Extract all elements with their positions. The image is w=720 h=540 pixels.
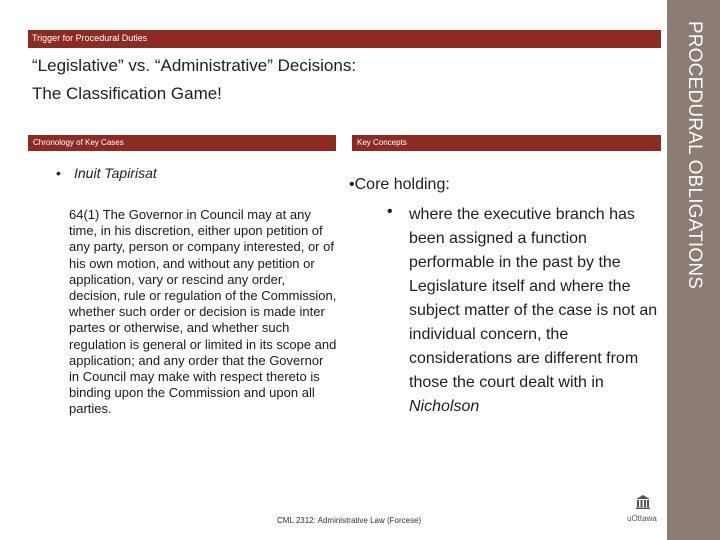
sidebar-title: PROCEDURAL OBLIGATIONS (684, 20, 705, 290)
slide-title-line-1: “Legislative” vs. “Administrative” Decisions: (32, 56, 357, 75)
building-icon (635, 494, 651, 510)
slide-title-line-2: The Classification Game! (32, 84, 222, 103)
left-section-bar (28, 135, 336, 151)
slide-title (32, 52, 356, 108)
header-bar (28, 30, 661, 48)
breadcrumb: Trigger for Procedural Duties (32, 33, 148, 43)
right-section-label: Key Concepts (357, 138, 407, 147)
holding-body: where the executive branch has been assigned a function performable in the past by the Legislature itself and where the subject matter of the case is not an individual concern, the considerations are different from those the court dealt with in (409, 206, 658, 391)
holding-bullet-dot: • (387, 203, 393, 220)
holding-text (409, 203, 669, 419)
core-holding: •Core holding: (349, 176, 450, 193)
footer-course: CML 2312: Administrative Law (Forcese) (277, 516, 422, 525)
right-section-bar (352, 135, 661, 151)
logo-wordmark: uOttawa (627, 514, 657, 523)
university-logo (627, 494, 657, 530)
holding-case: Nicholson (409, 398, 480, 415)
core-holding-label: Core holding: (354, 176, 450, 193)
left-section-label: Chronology of Key Cases (33, 138, 124, 147)
bullet-dot: • (56, 165, 61, 181)
case-bullet (56, 165, 157, 181)
statute-text: 64(1) The Governor in Council may at any time, in his discretion, either upon petition of any party, person or company interested, or of his own motion, and without any petition or application, vary or rescind any order, decision, rule or regulation of the Commission, whether such order or decision is made inter partes or otherwise, and whether such regulation is general or limited in its scope and application; and any order that the Governor in Council may make with respect thereto is binding upon the Commission and upon all parties. (69, 207, 337, 417)
case-name: Inuit Tapirisat (74, 165, 157, 181)
